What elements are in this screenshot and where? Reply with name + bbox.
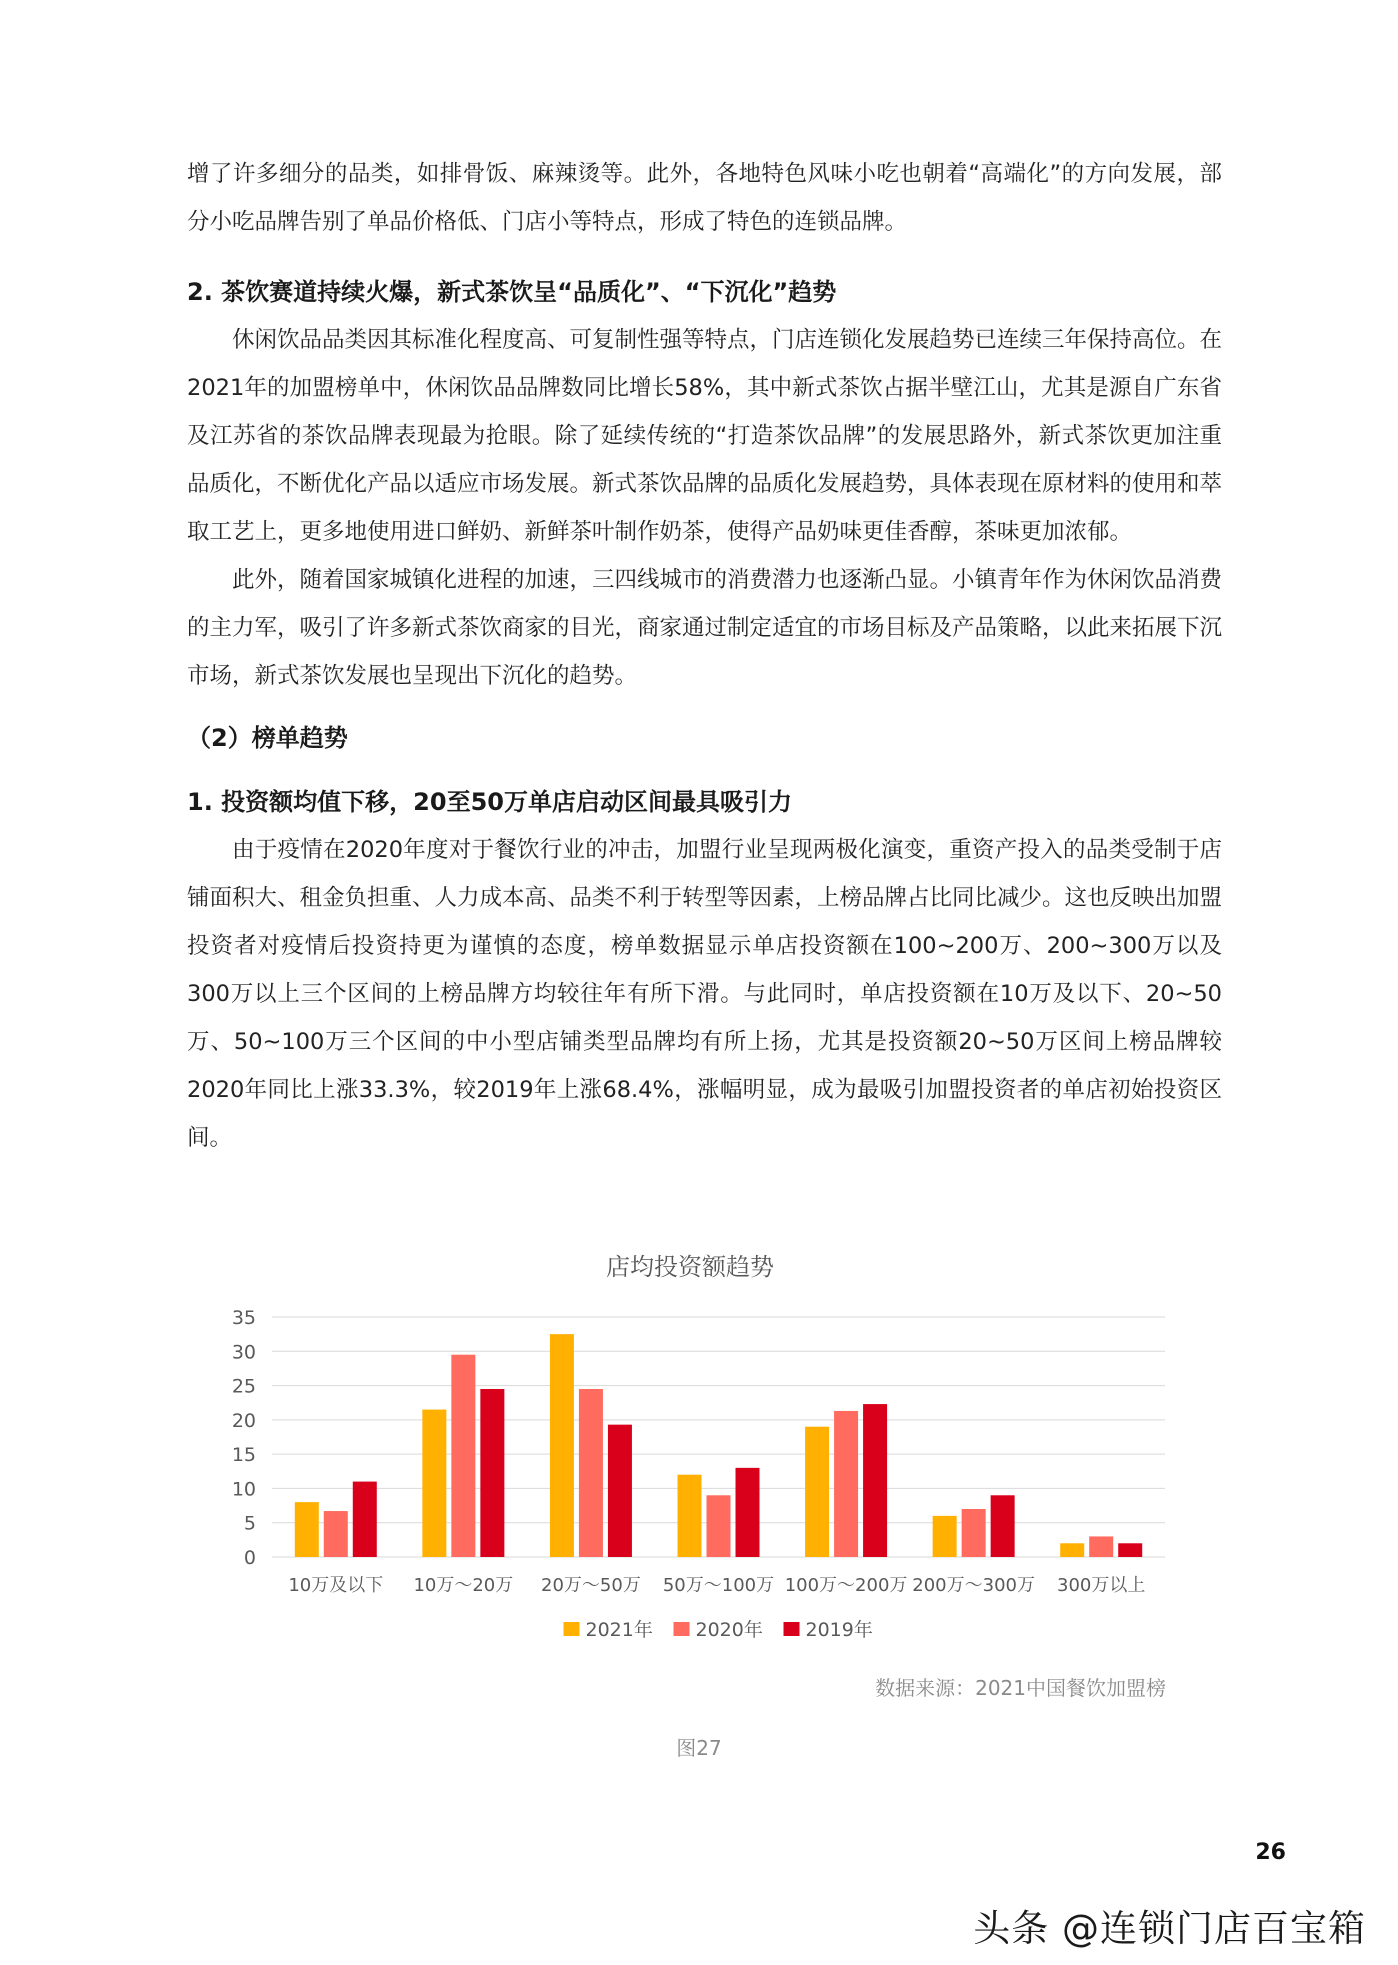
y-tick-label: 30 — [231, 1341, 256, 1364]
bar — [1060, 1543, 1084, 1557]
bar — [550, 1334, 574, 1557]
bar — [736, 1468, 760, 1557]
y-tick-label: 15 — [231, 1444, 256, 1467]
bar — [579, 1389, 603, 1557]
legend-label: 2020年 — [695, 1619, 763, 1641]
bar-chart — [210, 1250, 1190, 1650]
bar — [933, 1516, 957, 1557]
legend-swatch — [784, 1622, 800, 1636]
bar — [451, 1355, 475, 1557]
y-axis — [232, 1307, 256, 1569]
bar — [1089, 1536, 1113, 1557]
bar — [991, 1495, 1015, 1557]
paragraph: 休闲饮品品类因其标准化程度高、可复制性强等特点，门店连锁化发展趋势已连续三年保持高位。在2021年的加盟榜单中，休闲饮品品牌数同比增长58%，其中新式茶饮占据半壁江山，尤其是源自广东省及江苏省的茶饮品牌表现最为抢眼。除了延续传统的“打造茶饮品牌”的发展思路外，新式茶饮更加注重品质化，不断优化产品以适应市场发展。新式茶饮品牌的品质化发展趋势，具体表现在原材料的使用和萃取工艺上，更多地使用进口鲜奶、新鲜茶叶制作奶茶，使得产品奶味更佳香醇，茶味更加浓郁。 — [187, 327, 1223, 545]
bar — [324, 1511, 348, 1557]
source-note: 数据来源：2021中国餐饮加盟榜 — [875, 1676, 1166, 1700]
x-tick-label: 10万～20万 — [413, 1575, 514, 1596]
y-tick-label: 25 — [231, 1375, 256, 1398]
y-tick-label: 20 — [231, 1409, 256, 1432]
bar — [805, 1427, 829, 1557]
bar — [480, 1389, 504, 1557]
paragraph: 由于疫情在2020年度对于餐饮行业的冲击，加盟行业呈现两极化演变，重资产投入的品类受制于店铺面积大、租金负担重、人力成本高、品类不利于转型等因素，上榜品牌占比同比减少。这也反映出加盟投资者对疫情后投资持更为谨慎的态度，榜单数据显示单店投资额在100~200万、200~300万以及300万以上三个区间的上榜品牌方均较往年有所下滑。与此同时，单店投资额在10万及以下、20~50万、50~100万三个区间的中小型店铺类型品牌均有所上扬，尤其是投资额20~50万区间上榜品牌较2020年同比上涨33.3%，较2019年上涨68.4%，涨幅明显，成为最吸引加盟投资者的单店初始投资区间。 — [187, 837, 1223, 1151]
bar — [295, 1502, 319, 1557]
paragraph: 此外，随着国家城镇化进程的加速，三四线城市的消费潜力也逐渐凸显。小镇青年作为休闲饮品消费的主力军，吸引了许多新式茶饮商家的目光，商家通过制定适宜的市场目标及产品策略，以此来拓展下沉市场，新式茶饮发展也呈现出下沉化的趋势。 — [187, 567, 1223, 689]
chart-title: 店均投资额趋势 — [606, 1253, 774, 1281]
legend-label: 2019年 — [805, 1619, 873, 1641]
legend-swatch — [564, 1622, 580, 1636]
bar — [863, 1404, 887, 1557]
bar — [678, 1475, 702, 1557]
document-body — [187, 150, 1222, 1162]
figure-label: 图27 — [676, 1736, 722, 1760]
bar — [422, 1410, 446, 1557]
section-heading: （2）榜单趋势 — [187, 724, 348, 752]
y-tick-label: 0 — [243, 1547, 256, 1569]
x-tick-label: 20万～50万 — [541, 1575, 641, 1596]
x-tick-label: 50万～100万 — [662, 1575, 775, 1596]
section-heading: 2. 茶饮赛道持续火爆，新式茶饮呈“品质化”、“下沉化”趋势 — [187, 278, 837, 306]
y-tick-label: 5 — [243, 1512, 256, 1535]
x-tick-label: 10万及以下 — [288, 1575, 384, 1596]
x-axis — [288, 1575, 1145, 1596]
x-tick-label: 100万～200万 — [784, 1575, 908, 1596]
watermark-text: 头条 @连锁门店百宝箱 — [973, 1907, 1366, 1950]
y-tick-label: 35 — [231, 1307, 256, 1329]
bar — [707, 1495, 731, 1557]
x-tick-label: 200万～300万 — [912, 1575, 1036, 1596]
bar — [834, 1411, 858, 1557]
x-tick-label: 300万以上 — [1057, 1575, 1146, 1596]
legend-label: 2021年 — [585, 1619, 653, 1641]
bar — [608, 1425, 632, 1557]
y-tick-label: 10 — [231, 1478, 256, 1501]
page-number: 26 — [1255, 1840, 1286, 1865]
bar — [1118, 1543, 1142, 1557]
bar — [962, 1509, 986, 1557]
bars — [295, 1334, 1142, 1557]
chart-legend — [564, 1619, 873, 1641]
legend-swatch — [674, 1622, 690, 1636]
section-heading: 1. 投资额均值下移，20至50万单店启动区间最具吸引力 — [187, 788, 792, 816]
paragraph: 增了许多细分的品类，如排骨饭、麻辣烫等。此外，各地特色风味小吃也朝着“高端化”的方向发展，部分小吃品牌告别了单品价格低、门店小等特点，形成了特色的连锁品牌。 — [187, 161, 1222, 235]
bar — [353, 1482, 377, 1557]
